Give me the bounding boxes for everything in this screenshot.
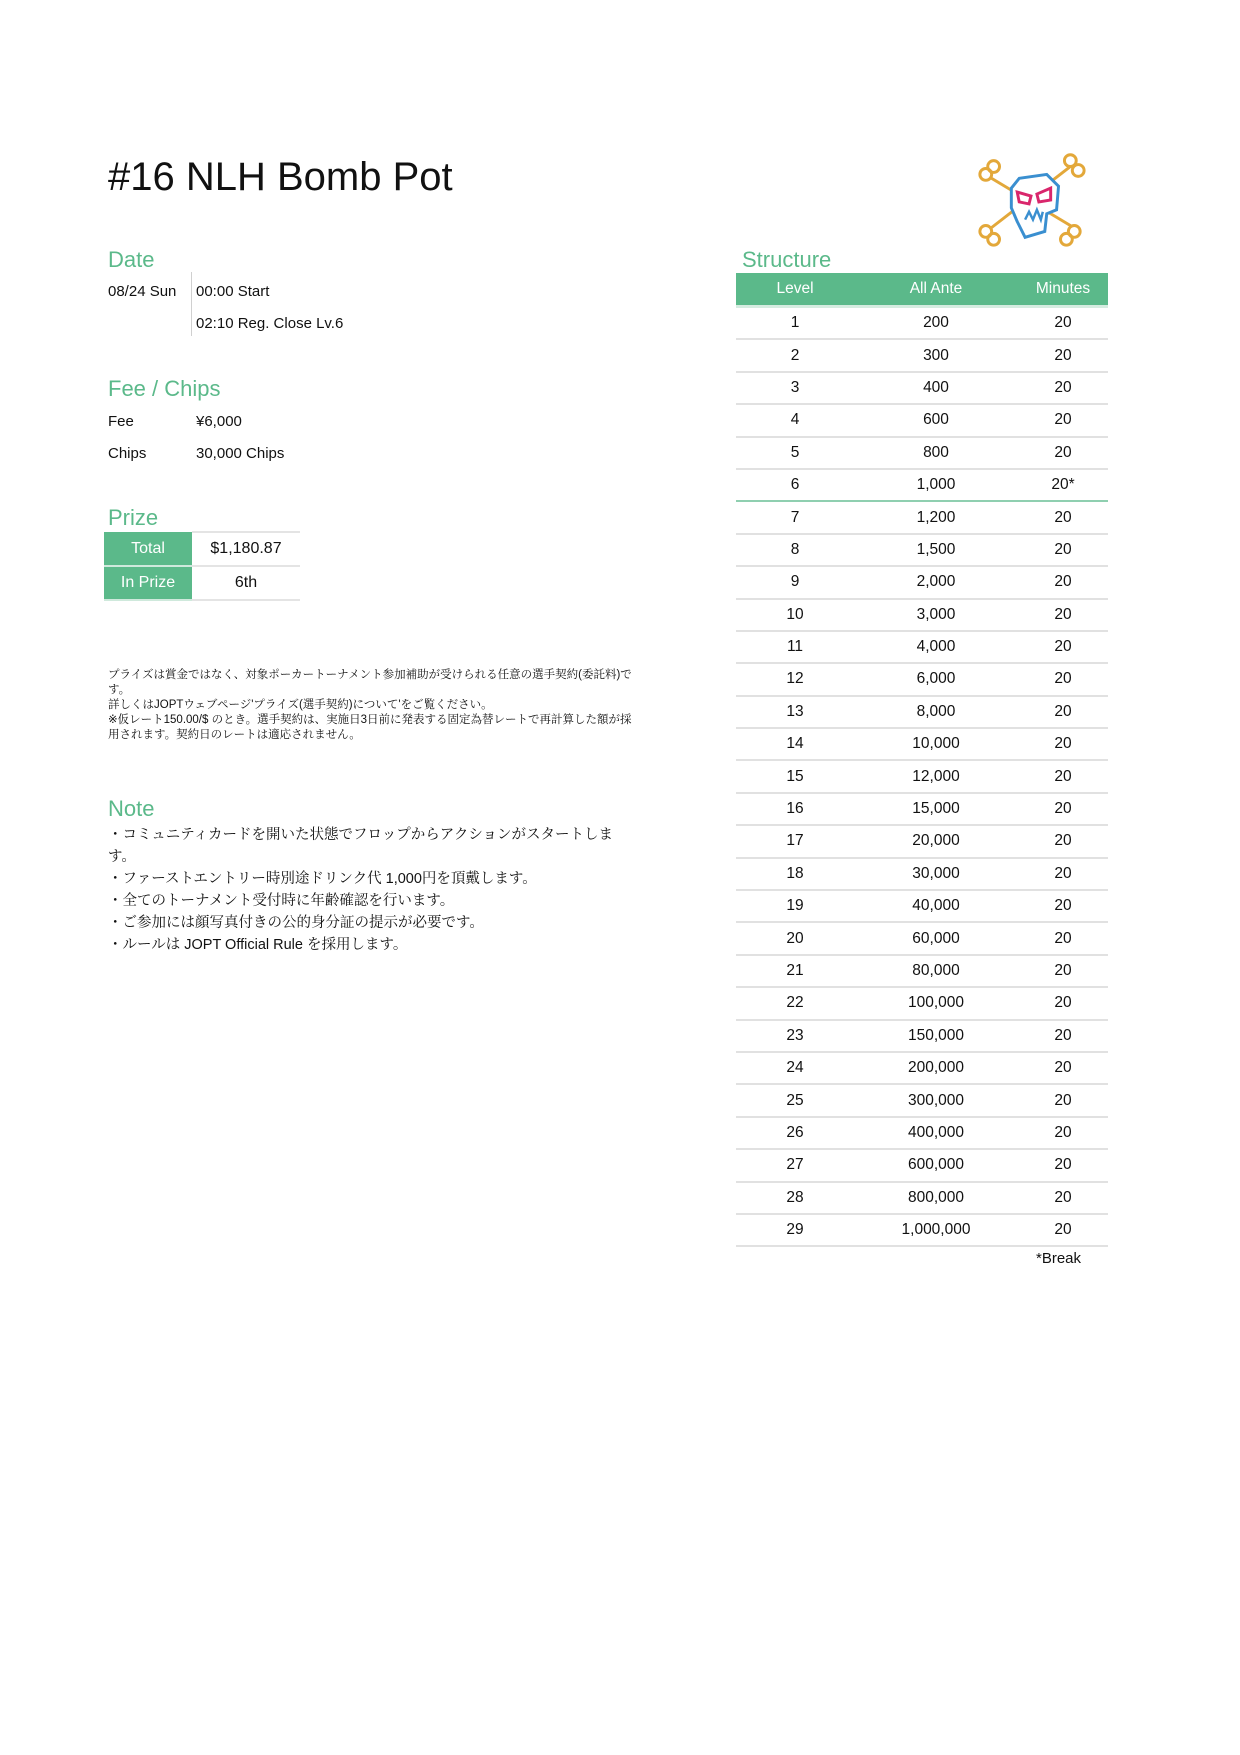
note-item: ・コミュニティカードを開いた状態でフロップからアクションがスタートします。 bbox=[108, 827, 614, 865]
page-title: #16 NLH Bomb Pot bbox=[108, 155, 453, 199]
fee-label: Fee bbox=[108, 413, 134, 430]
minutes-cell: 20 bbox=[1018, 631, 1108, 663]
fee-value: ¥6,000 bbox=[196, 413, 242, 430]
level-cell: 13 bbox=[736, 696, 854, 728]
ante-cell: 400 bbox=[854, 372, 1018, 404]
ante-cell: 1,200 bbox=[854, 501, 1018, 533]
ante-cell: 10,000 bbox=[854, 728, 1018, 760]
structure-heading: Structure bbox=[742, 247, 832, 272]
level-cell: 28 bbox=[736, 1182, 854, 1214]
level-cell: 23 bbox=[736, 1020, 854, 1052]
minutes-cell: 20 bbox=[1018, 760, 1108, 792]
minutes-cell: 20 bbox=[1018, 696, 1108, 728]
chips-value: 30,000 Chips bbox=[196, 445, 285, 462]
structure-row bbox=[736, 858, 1108, 890]
structure-row bbox=[736, 696, 1108, 728]
structure-row bbox=[736, 501, 1108, 533]
level-cell: 27 bbox=[736, 1149, 854, 1181]
ante-cell: 200,000 bbox=[854, 1052, 1018, 1084]
date-divider bbox=[191, 272, 192, 336]
ante-cell: 800,000 bbox=[854, 1182, 1018, 1214]
structure-row bbox=[736, 825, 1108, 857]
level-cell: 4 bbox=[736, 404, 854, 436]
minutes-cell: 20 bbox=[1018, 793, 1108, 825]
level-cell: 21 bbox=[736, 955, 854, 987]
structure-row bbox=[736, 922, 1108, 954]
level-cell: 25 bbox=[736, 1084, 854, 1116]
ante-cell: 8,000 bbox=[854, 696, 1018, 728]
structure-row bbox=[736, 987, 1108, 1019]
ante-cell: 12,000 bbox=[854, 760, 1018, 792]
level-cell: 2 bbox=[736, 339, 854, 371]
minutes-cell: 20* bbox=[1018, 469, 1108, 501]
ante-cell: 15,000 bbox=[854, 793, 1018, 825]
prize-disclaimer-line: 詳しくはJOPTウェブページ'プライズ(選手契約)について'をご覧ください。 bbox=[108, 699, 493, 711]
minutes-cell: 20 bbox=[1018, 307, 1108, 340]
level-cell: 1 bbox=[736, 307, 854, 340]
structure-row bbox=[736, 1117, 1108, 1149]
ante-cell: 400,000 bbox=[854, 1117, 1018, 1149]
total-value: $1,180.87 bbox=[192, 532, 300, 566]
level-cell: 18 bbox=[736, 858, 854, 890]
level-cell: 16 bbox=[736, 793, 854, 825]
note-item: ・ルールは JOPT Official Rule を採用します。 bbox=[108, 937, 408, 953]
minutes-cell: 20 bbox=[1018, 987, 1108, 1019]
event-date: 08/24 Sun bbox=[108, 283, 177, 300]
prize-disclaimer bbox=[108, 668, 638, 743]
structure-row bbox=[736, 760, 1108, 792]
level-cell: 12 bbox=[736, 663, 854, 695]
structure-row bbox=[736, 534, 1108, 566]
structure-row bbox=[736, 1052, 1108, 1084]
ante-cell: 4,000 bbox=[854, 631, 1018, 663]
ante-cell: 300 bbox=[854, 339, 1018, 371]
minutes-cell: 20 bbox=[1018, 1182, 1108, 1214]
in-prize-value: 6th bbox=[192, 566, 300, 600]
structure-row bbox=[736, 469, 1108, 501]
total-label: Total bbox=[104, 532, 192, 566]
structure-row bbox=[736, 955, 1108, 987]
column-header-level: Level bbox=[736, 273, 854, 307]
start-time: 00:00 Start bbox=[196, 283, 270, 300]
ante-cell: 3,000 bbox=[854, 599, 1018, 631]
structure-row bbox=[736, 566, 1108, 598]
break-footnote: *Break bbox=[1036, 1250, 1082, 1267]
column-header-all-ante: All Ante bbox=[854, 273, 1018, 307]
ante-cell: 2,000 bbox=[854, 566, 1018, 598]
ante-cell: 100,000 bbox=[854, 987, 1018, 1019]
date-heading: Date bbox=[108, 247, 155, 272]
minutes-cell: 20 bbox=[1018, 1117, 1108, 1149]
note-list bbox=[108, 824, 628, 956]
minutes-cell: 20 bbox=[1018, 663, 1108, 695]
structure-row bbox=[736, 728, 1108, 760]
note-item: ・全てのトーナメント受付時に年齢確認を行います。 bbox=[108, 893, 455, 909]
minutes-cell: 20 bbox=[1018, 1052, 1108, 1084]
structure-row bbox=[736, 793, 1108, 825]
structure-row bbox=[736, 339, 1108, 371]
level-cell: 14 bbox=[736, 728, 854, 760]
note-heading: Note bbox=[108, 796, 155, 821]
minutes-cell: 20 bbox=[1018, 437, 1108, 469]
ante-cell: 600,000 bbox=[854, 1149, 1018, 1181]
ante-cell: 200 bbox=[854, 307, 1018, 340]
minutes-cell: 20 bbox=[1018, 404, 1108, 436]
fee-chips-heading: Fee / Chips bbox=[108, 376, 221, 401]
minutes-cell: 20 bbox=[1018, 534, 1108, 566]
minutes-cell: 20 bbox=[1018, 501, 1108, 533]
minutes-cell: 20 bbox=[1018, 599, 1108, 631]
note-item: ・ファーストエントリー時別途ドリンク代 1,000円を頂戴します。 bbox=[108, 871, 537, 887]
minutes-cell: 20 bbox=[1018, 890, 1108, 922]
level-cell: 24 bbox=[736, 1052, 854, 1084]
structure-row bbox=[736, 1084, 1108, 1116]
prize-heading: Prize bbox=[108, 505, 159, 530]
minutes-cell: 20 bbox=[1018, 955, 1108, 987]
ante-cell: 80,000 bbox=[854, 955, 1018, 987]
level-cell: 3 bbox=[736, 372, 854, 404]
minutes-cell: 20 bbox=[1018, 339, 1108, 371]
level-cell: 6 bbox=[736, 469, 854, 501]
ante-cell: 60,000 bbox=[854, 922, 1018, 954]
level-cell: 29 bbox=[736, 1214, 854, 1246]
ante-cell: 6,000 bbox=[854, 663, 1018, 695]
ante-cell: 800 bbox=[854, 437, 1018, 469]
structure-row bbox=[736, 1214, 1108, 1246]
level-cell: 8 bbox=[736, 534, 854, 566]
ante-cell: 600 bbox=[854, 404, 1018, 436]
level-cell: 10 bbox=[736, 599, 854, 631]
structure-table bbox=[736, 273, 1108, 1247]
skull-crossbones-icon bbox=[972, 148, 1090, 248]
minutes-cell: 20 bbox=[1018, 1149, 1108, 1181]
structure-row bbox=[736, 372, 1108, 404]
level-cell: 19 bbox=[736, 890, 854, 922]
ante-cell: 1,000,000 bbox=[854, 1214, 1018, 1246]
prize-disclaimer-line: プライズは賞金ではなく、対象ポーカートーナメント参加補助が受けられる任意の選手契約(委託料)です。 bbox=[108, 669, 632, 696]
minutes-cell: 20 bbox=[1018, 1214, 1108, 1246]
prize-row-in-prize bbox=[104, 566, 300, 600]
structure-row bbox=[736, 663, 1108, 695]
level-cell: 5 bbox=[736, 437, 854, 469]
ante-cell: 30,000 bbox=[854, 858, 1018, 890]
ante-cell: 40,000 bbox=[854, 890, 1018, 922]
structure-row bbox=[736, 1182, 1108, 1214]
reg-close-time: 02:10 Reg. Close Lv.6 bbox=[196, 315, 344, 332]
structure-row bbox=[736, 631, 1108, 663]
minutes-cell: 20 bbox=[1018, 858, 1108, 890]
minutes-cell: 20 bbox=[1018, 1084, 1108, 1116]
structure-row bbox=[736, 307, 1108, 340]
ante-cell: 150,000 bbox=[854, 1020, 1018, 1052]
level-cell: 11 bbox=[736, 631, 854, 663]
note-item: ・ご参加には顔写真付きの公的身分証の提示が必要です。 bbox=[108, 915, 484, 931]
level-cell: 7 bbox=[736, 501, 854, 533]
structure-row bbox=[736, 437, 1108, 469]
level-cell: 9 bbox=[736, 566, 854, 598]
prize-disclaimer-line: ※仮レート150.00/$ のとき。選手契約は、実施日3日前に発表する固定為替レートで再計算した額が採用されます。契約日のレートは適応されません。 bbox=[108, 714, 632, 741]
ante-cell: 1,000 bbox=[854, 469, 1018, 501]
level-cell: 20 bbox=[736, 922, 854, 954]
structure-row bbox=[736, 1149, 1108, 1181]
column-header-minutes: Minutes bbox=[1018, 273, 1108, 307]
structure-row bbox=[736, 599, 1108, 631]
in-prize-label: In Prize bbox=[104, 566, 192, 600]
prize-table bbox=[104, 531, 300, 601]
ante-cell: 20,000 bbox=[854, 825, 1018, 857]
ante-cell: 300,000 bbox=[854, 1084, 1018, 1116]
structure-header-row bbox=[736, 273, 1108, 307]
structure-row bbox=[736, 1020, 1108, 1052]
level-cell: 26 bbox=[736, 1117, 854, 1149]
minutes-cell: 20 bbox=[1018, 1020, 1108, 1052]
structure-row bbox=[736, 404, 1108, 436]
level-cell: 15 bbox=[736, 760, 854, 792]
minutes-cell: 20 bbox=[1018, 922, 1108, 954]
ante-cell: 1,500 bbox=[854, 534, 1018, 566]
minutes-cell: 20 bbox=[1018, 728, 1108, 760]
level-cell: 22 bbox=[736, 987, 854, 1019]
minutes-cell: 20 bbox=[1018, 825, 1108, 857]
minutes-cell: 20 bbox=[1018, 372, 1108, 404]
chips-label: Chips bbox=[108, 445, 147, 462]
level-cell: 17 bbox=[736, 825, 854, 857]
structure-row bbox=[736, 890, 1108, 922]
prize-row-total bbox=[104, 532, 300, 566]
minutes-cell: 20 bbox=[1018, 566, 1108, 598]
